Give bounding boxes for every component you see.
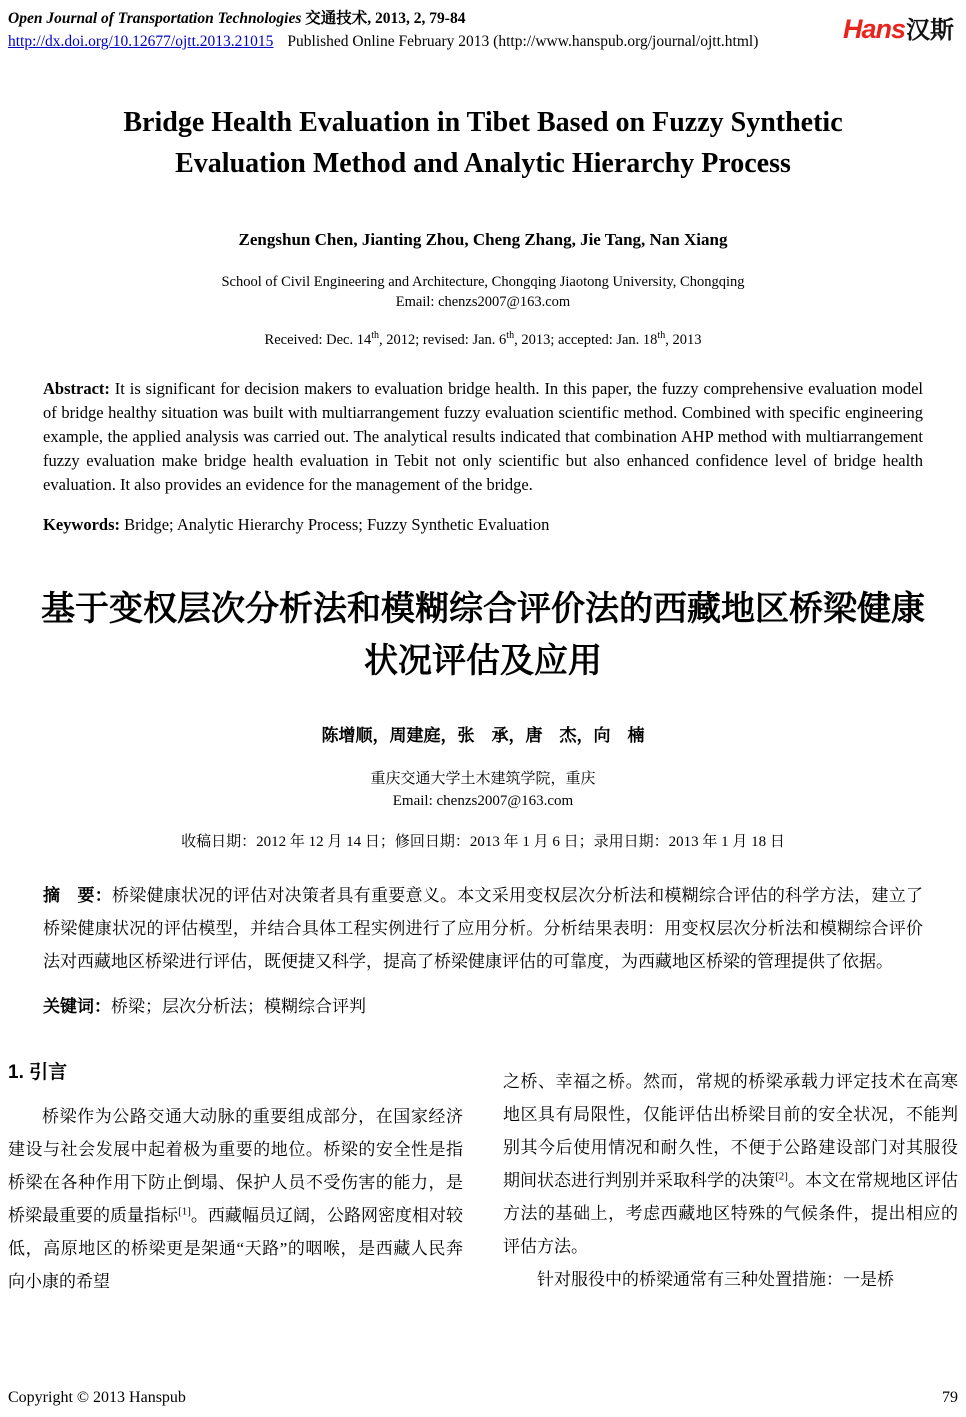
body-text: 桥梁作为公路交通大动脉的重要组成部分，在国家经济建设与社会发展中起着极为重要的地位。桥梁的安全性是指桥梁在各种作用下防止倒塌、保护人员不受伤害的能力，是桥梁最重要的质量指标 <box>8 1107 463 1225</box>
received-part: , 2013; accepted: Jan. 18 <box>514 332 658 348</box>
keywords-text-chinese: 桥梁；层次分析法；模糊综合评判 <box>111 997 366 1016</box>
keywords-text-english: Bridge; Analytic Hierarchy Process; Fuzzy Synthetic Evaluation <box>120 515 550 534</box>
keywords-english <box>43 515 923 535</box>
received-dates-chinese: 收稿日期：2012 年 12 月 14 日；修回日期：2013 年 1 月 6 日；录用日期：2013 年 1 月 18 日 <box>181 834 785 850</box>
abstract-chinese <box>43 879 923 978</box>
body-text: 针对服役中的桥梁通常有三种处置措施：一是桥 <box>537 1270 894 1289</box>
received-sup: th <box>371 330 380 342</box>
section-heading-introduction: 1. 引言 <box>8 1062 68 1083</box>
journal-header <box>8 8 958 52</box>
affiliation-english: School of Civil Engineering and Architecture, Chongqing Jiaotong University, Chongqing <box>221 274 745 290</box>
abstract-english <box>43 377 923 497</box>
body-columns <box>8 1057 958 1298</box>
keywords-label-chinese: 关键词： <box>43 997 111 1016</box>
received-part: , 2013 <box>665 332 702 348</box>
citation-ref-2: [2] <box>775 1170 788 1183</box>
hans-publisher-logo <box>843 8 958 45</box>
authors-chinese: 陈增顺，周建庭，张 承，唐 杰，向 楠 <box>321 726 645 745</box>
affiliation-english-block <box>8 272 958 312</box>
keywords-label-english: Keywords: <box>43 515 120 534</box>
page-number: 79 <box>942 1389 958 1406</box>
body-paragraph <box>503 1263 958 1296</box>
doi-line <box>8 31 758 52</box>
received-sup: th <box>506 330 515 342</box>
body-text: 。本文在常规地区评估方法的基础上，考虑西藏地区特殊的气候条件，提出相应的评估方法。 <box>503 1171 959 1256</box>
body-column-right <box>503 1057 958 1298</box>
email-english: Email: chenzs2007@163.com <box>395 294 571 310</box>
abstract-label-chinese: 摘 要： <box>43 886 113 905</box>
affiliation-chinese-block <box>8 768 958 812</box>
authors-english: Zengshun Chen, Jianting Zhou, Cheng Zhang, Jie Tang, Nan Xiang <box>238 230 728 249</box>
body-text: 之桥、幸福之桥。然而，常规的桥梁承载力评定技术在高寒地区具有局限性，仅能评估出桥梁目前的安全状况，不能判别其今后使用情况和耐久性，不便于公路建设部门对其服役期间状态进行判别并采取科学的决策 <box>503 1072 958 1190</box>
journal-title: Open Journal of Transportation Technologies <box>8 10 302 27</box>
affiliation-chinese: 重庆交通大学土木建筑学院，重庆 <box>370 771 596 787</box>
body-text: 。西藏幅员辽阔，公路网密度相对较低，高原地区的桥梁更是架通“天路”的咽喉，是西藏人民奔向小康的希望 <box>8 1206 464 1291</box>
article-title-chinese: 基于变权层次分析法和模糊综合评价法的西藏地区桥梁健康状况评估及应用 <box>41 590 925 680</box>
abstract-text-chinese: 桥梁健康状况的评估对决策者具有重要意义。本文采用变权层次分析法和模糊综合评估的科学方法，建立了桥梁健康状况的评估模型，并结合具体工程实例进行了应用分析。分析结果表明：用变权层次分析法和模糊综合评价法对西藏地区桥梁进行评估，既便捷又科学，提高了桥梁健康评估的可靠度，为西藏地区桥梁的管理提供了依据。 <box>43 886 924 971</box>
body-column-left <box>8 1057 463 1298</box>
email-chinese: Email: chenzs2007@163.com <box>392 793 574 809</box>
abstract-label-english: Abstract: <box>43 379 110 398</box>
citation-ref-1: [1] <box>178 1205 191 1218</box>
journal-citation-block <box>8 8 758 52</box>
article-title-english: Bridge Health Evaluation in Tibet Based on Fuzzy Synthetic Evaluation Method and Analytic Hierarchy Process <box>123 107 843 179</box>
journal-issue-info: 交通技术, 2013, 2, 79-84 <box>301 10 466 27</box>
hans-logo-latin: Hans <box>842 14 905 44</box>
received-dates-english <box>8 332 958 349</box>
page-footer <box>8 1389 958 1407</box>
received-sup: th <box>657 330 666 342</box>
received-part: Received: Dec. 14 <box>264 332 372 348</box>
doi-link[interactable]: http://dx.doi.org/10.12677/ojtt.2013.21015 <box>8 33 274 50</box>
received-part: , 2012; revised: Jan. 6 <box>379 332 507 348</box>
journal-citation-line <box>8 8 758 29</box>
copyright-notice: Copyright © 2013 Hanspub <box>8 1389 186 1406</box>
abstract-text-english: It is significant for decision makers to evaluation bridge health. In this paper, the fuzzy comprehensive evaluation model of bridge healthy situation was built with multiarrangement fuzzy evaluation scientific method. Combined with specific engineering example, the applied analysis was carried out. The analytical results indicated that combination AHP method with multiarrangement fuzzy evaluation make bridge health evaluation in Tebit not only scientific but also enhanced confidence level of bridge health evaluation. It also provides an evidence for the management of the bridge. <box>43 379 923 494</box>
body-paragraph <box>8 1100 463 1298</box>
published-online-text: Published Online February 2013 (http://www.hanspub.org/journal/ojtt.html) <box>287 33 759 50</box>
body-paragraph <box>503 1065 958 1263</box>
keywords-chinese <box>43 992 923 1017</box>
hans-logo-cjk: 汉斯 <box>906 17 954 44</box>
